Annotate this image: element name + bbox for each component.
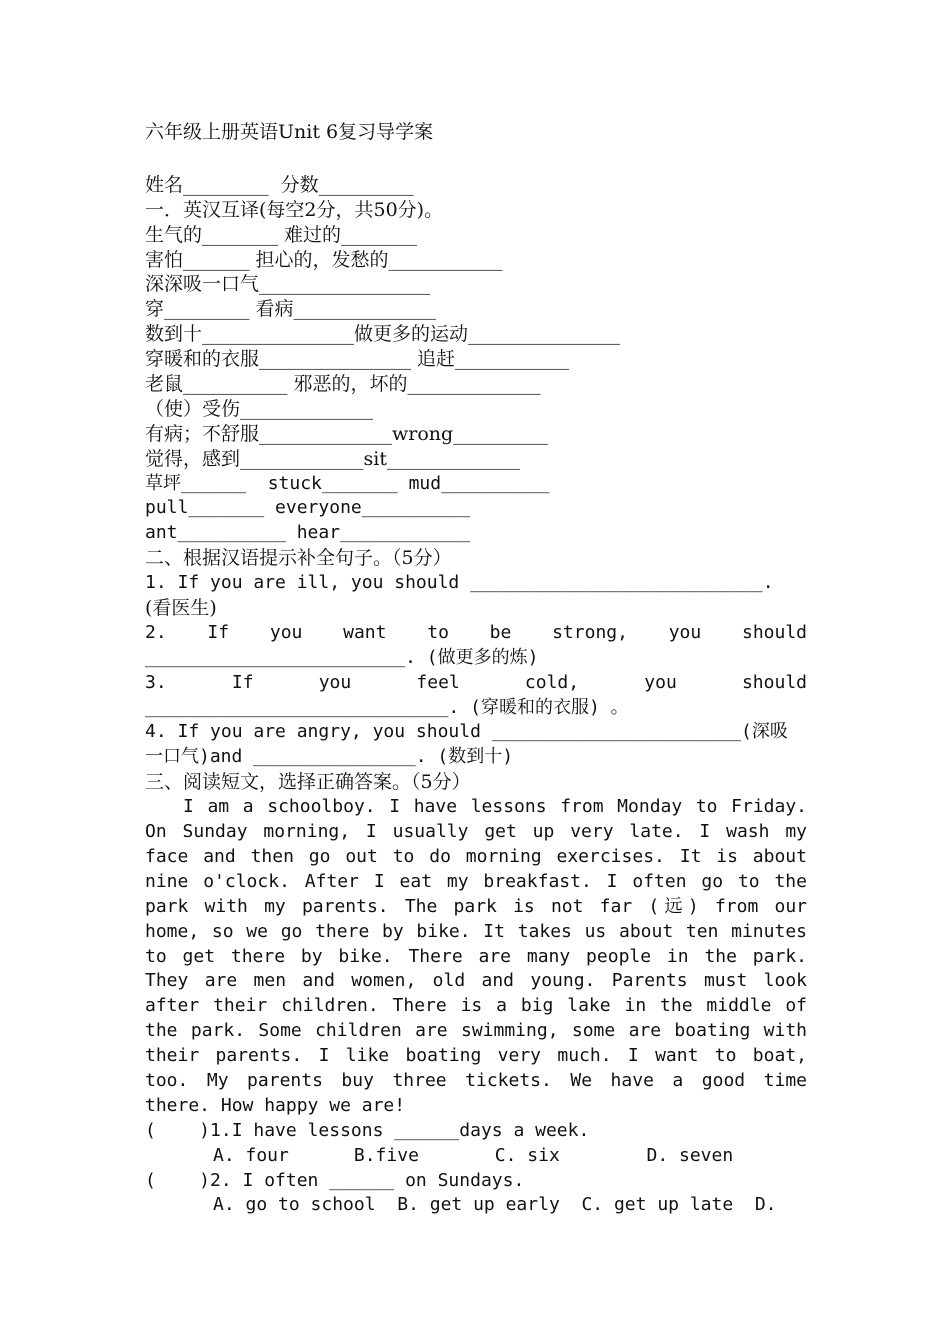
vocab-line: 草坪______ stuck_______ mud__________ (145, 472, 550, 494)
question-options: A. go to school B. get up early C. get up late D. (213, 1194, 777, 1216)
question-stem: ( )1.I have lessons ______days a week. (145, 1119, 590, 1141)
vocab-line: pull_______ everyone__________ (145, 497, 471, 519)
passage-line: after their children. There is a big lake in the middle of (145, 995, 807, 1017)
passage-line: On Sunday morning, I usually get up very late. I wash my (145, 821, 807, 843)
question-stem: ( )2. I often ______ on Sundays. (145, 1169, 525, 1191)
passage-line: I am a schoolboy. I have lessons from Monday to Friday. (183, 796, 807, 818)
page-title: 六年级上册英语Unit 6复习导学案 (145, 121, 434, 143)
passage-line: They are men and women, old and young. Parents must look (145, 970, 807, 992)
passage-line: the park. Some children are swimming, some are boating with (145, 1020, 807, 1042)
sentence-line: 2. If you want to be strong, you should (145, 621, 807, 643)
section1-heading: 一．英汉互译(每空2分，共50分)。 (145, 198, 444, 221)
sentence-line: 一口气)and _______________. (数到十) (145, 746, 514, 768)
reading-passage (145, 795, 807, 1119)
vocab-line: 觉得，感到_____________sit______________ (145, 447, 520, 470)
sentence-line: (看医生) (145, 597, 217, 620)
vocab-line: 有病；不舒服______________wrong__________ (145, 422, 549, 445)
vocab-line: 深深吸一口气__________________ (145, 273, 431, 296)
worksheet-page (145, 120, 807, 1218)
student-info-line: 姓名_________ 分数__________ (145, 173, 414, 196)
vocab-line: 穿暖和的衣服________________ 追赶____________ (145, 348, 570, 371)
passage-line: nine o'clock. After I eat my breakfast. I often go to the (145, 870, 807, 892)
passage-line: park with my parents. The park is not far (远) from our (145, 895, 807, 917)
vocab-line: 穿_________ 看病_______________ (145, 298, 437, 321)
passage-line: too. My parents buy three tickets. We have a good time (145, 1069, 807, 1091)
vocab-line: 数到十________________做更多的运动________________ (145, 323, 621, 346)
question-options: A. four B.five C. six D. seven (213, 1144, 734, 1166)
sentence-line: 3. If you feel cold, you should (145, 671, 807, 693)
sentence-line: ________________________. (做更多的炼) (145, 646, 539, 668)
sentence-line: 1. If you are ill, you should ___________________________. (145, 572, 774, 594)
vocab-line: ant__________ hear____________ (145, 522, 471, 544)
sentence-line: 4. If you are angry, you should _______________________(深吸 (145, 721, 788, 743)
passage-line: to get there by bike. There are many people in the park. (145, 945, 807, 967)
passage-line: their parents. I like boating very much. I want to boat, (145, 1045, 807, 1067)
vocab-line: （使）受伤______________ (145, 397, 374, 420)
vocab-line: 生气的________ 难过的________ (145, 223, 418, 246)
section2-heading: 二、根据汉语提示补全句子。（5分） (145, 547, 452, 570)
passage-line: there. How happy we are! (145, 1094, 406, 1116)
vocab-line: 害怕_______ 担心的，发愁的____________ (145, 248, 503, 271)
passage-line: home, so we go there by bike. It takes us about ten minutes (145, 920, 807, 942)
passage-line: face and then go out to do morning exercises. It is about (145, 845, 807, 867)
section3-heading: 三、阅读短文，选择正确答案。（5分） (145, 771, 471, 794)
vocab-line: 老鼠___________ 邪恶的，坏的______________ (145, 373, 541, 396)
sentence-line: ____________________________. (穿暖和的衣服) 。 (145, 696, 629, 718)
